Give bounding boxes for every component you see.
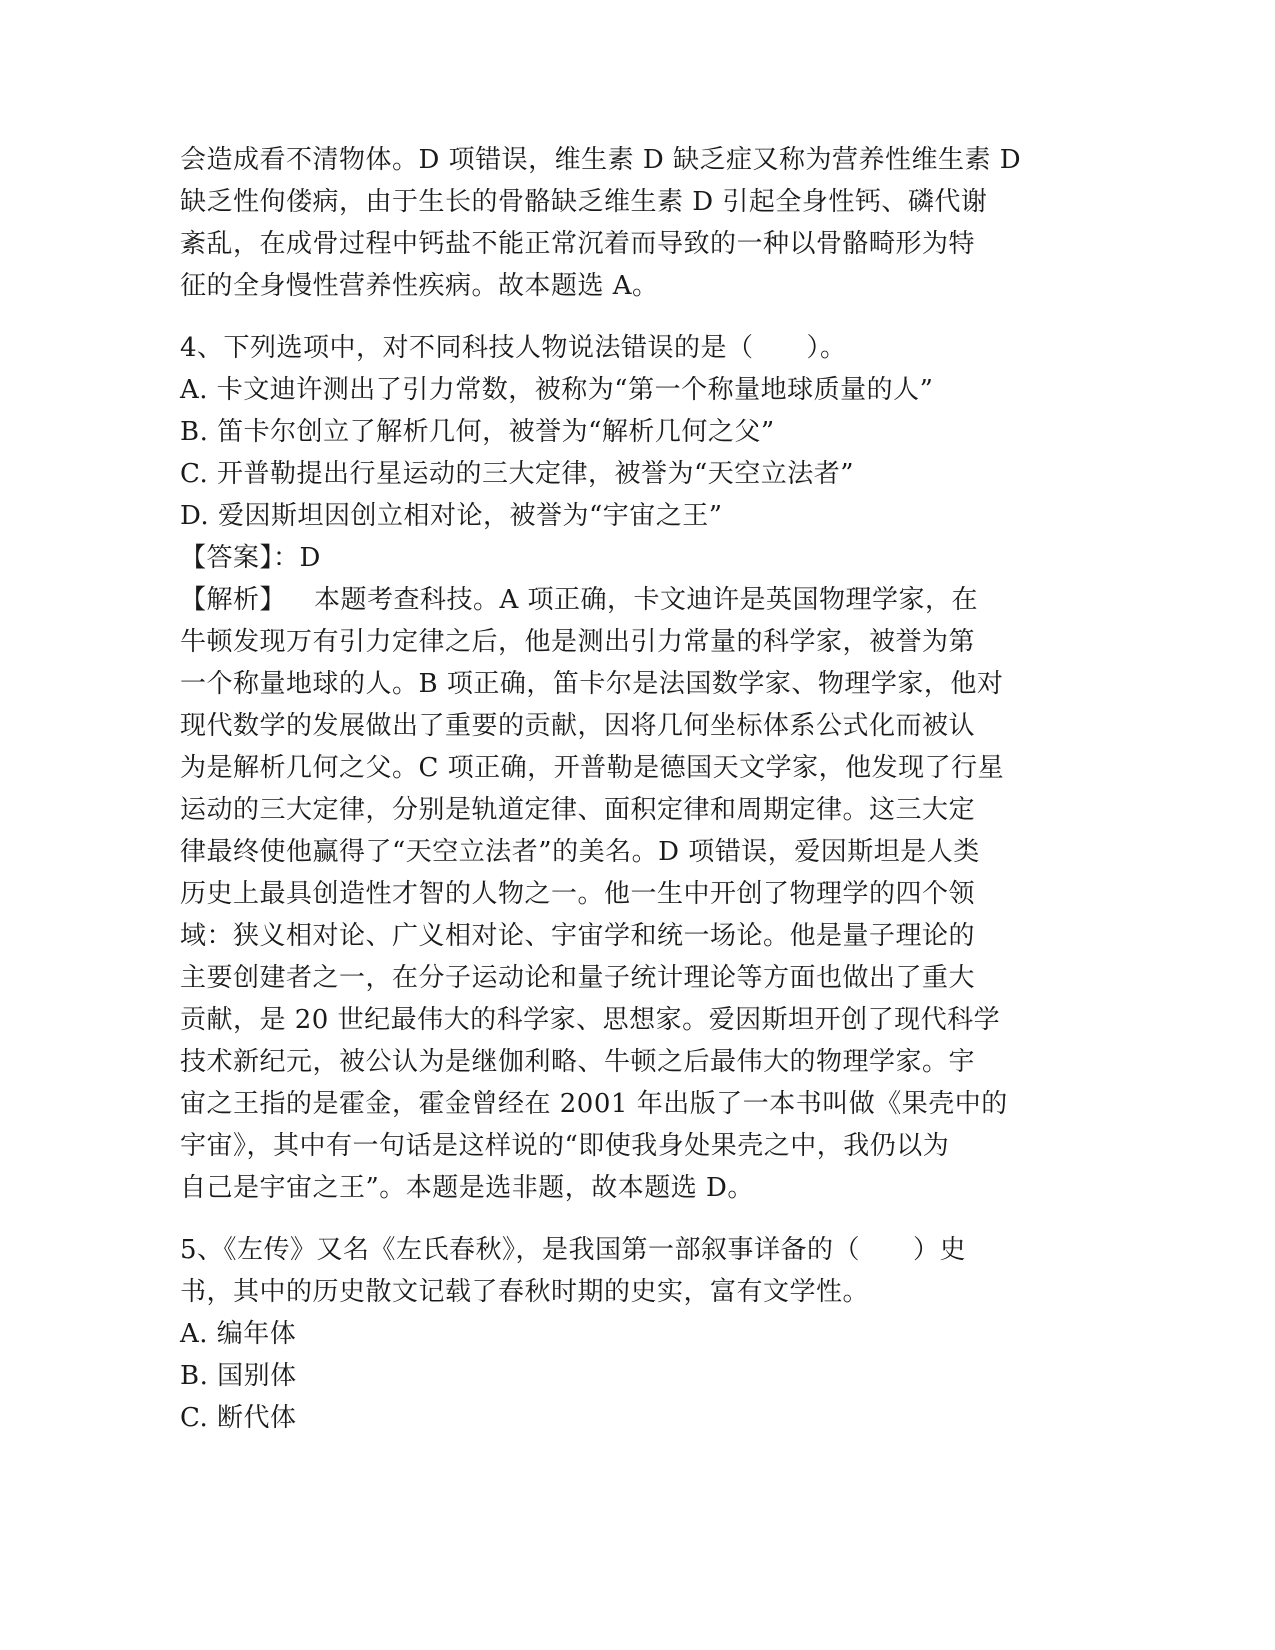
analysis-label: 【解析】 (180, 585, 287, 615)
question-4-answer: 【答案】：D (180, 543, 321, 573)
analysis-line: 主要创建者之一，在分子运动论和量子统计理论等方面也做出了重大 (180, 963, 976, 993)
analysis-line: 贡献，是 20 世纪最伟大的科学家、思想家。爱因斯坦开创了现代科学 (180, 1005, 1001, 1035)
question-5-stem-line: 5、《左传》又名《左氏春秋》，是我国第一部叙事详备的（ ）史 (180, 1235, 967, 1265)
analysis-line: 历史上最具创造性才智的人物之一。他一生中开创了物理学的四个领 (180, 879, 976, 909)
question-5-stem-line: 书，其中的历史散文记载了春秋时期的史实，富有文学性。 (180, 1277, 870, 1307)
explanation-line: 紊乱，在成骨过程中钙盐不能正常沉着而导致的一种以骨骼畸形为特 (180, 229, 976, 259)
analysis-line: 运动的三大定律，分别是轨道定律、面积定律和周期定律。这三大定 (180, 795, 976, 825)
question-4-option-c: C. 开普勒提出行星运动的三大定律，被誉为“天空立法者” (180, 459, 855, 489)
analysis-text: 本题考查科技。A 项正确，卡文迪许是英国物理学家，在 (314, 585, 979, 615)
analysis-line: 牛顿发现万有引力定律之后，他是测出引力常量的科学家，被誉为第 (180, 627, 976, 657)
analysis-line: 域：狭义相对论、广义相对论、宇宙学和统一场论。他是量子理论的 (180, 921, 976, 951)
analysis-line: 技术新纪元，被公认为是继伽利略、牛顿之后最伟大的物理学家。宇 (180, 1047, 976, 1077)
question-4-analysis-first-line (180, 585, 978, 615)
analysis-line: 自己是宇宙之王”。本题是选非题，故本题选 D。 (180, 1173, 754, 1203)
analysis-line: 现代数学的发展做出了重要的贡献，因将几何坐标体系公式化而被认 (180, 711, 976, 741)
question-5-option-c: C. 断代体 (180, 1403, 297, 1433)
analysis-line: 宇宙》，其中有一句话是这样说的“即使我身处果壳之中，我仍以为 (180, 1131, 950, 1161)
analysis-line: 宙之王指的是霍金，霍金曾经在 2001 年出版了一本书叫做《果壳中的 (180, 1089, 1008, 1119)
analysis-line: 律最终使他赢得了“天空立法者”的美名。D 项错误，爱因斯坦是人类 (180, 837, 980, 867)
explanation-line: 会造成看不清物体。D 项错误，维生素 D 缺乏症又称为营养性维生素 D (180, 145, 1022, 175)
explanation-line: 缺乏性佝偻病，由于生长的骨骼缺乏维生素 D 引起全身性钙、磷代谢 (180, 187, 988, 217)
question-4-option-b: B. 笛卡尔创立了解析几何，被誉为“解析几何之父” (180, 417, 775, 447)
explanation-line: 征的全身慢性营养性疾病。故本题选 A。 (180, 271, 659, 301)
question-4-option-d: D. 爱因斯坦因创立相对论，被誉为“宇宙之王” (180, 501, 723, 531)
analysis-line: 为是解析几何之父。C 项正确，开普勒是德国天文学家，他发现了行星 (180, 753, 1005, 783)
question-4-option-a: A. 卡文迪许测出了引力常数，被称为“第一个称量地球质量的人” (180, 375, 934, 405)
question-5-option-a: A. 编年体 (180, 1319, 297, 1349)
question-5-option-b: B. 国别体 (180, 1361, 297, 1391)
question-4-stem: 4、下列选项中，对不同科技人物说法错误的是（ ）。 (180, 333, 847, 363)
analysis-line: 一个称量地球的人。B 项正确，笛卡尔是法国数学家、物理学家，他对 (180, 669, 1004, 699)
